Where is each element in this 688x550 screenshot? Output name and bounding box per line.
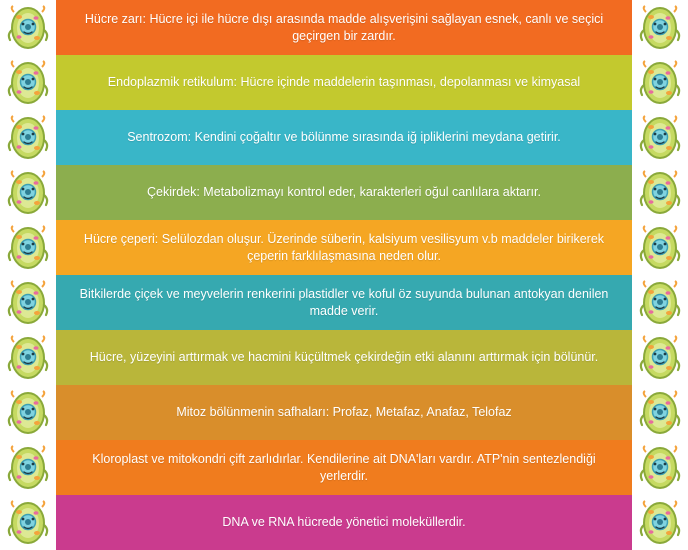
info-row-3 (0, 110, 688, 165)
mascot-left (0, 220, 56, 275)
info-row-5 (0, 220, 688, 275)
info-bar-3 (56, 110, 632, 165)
info-row-2 (0, 55, 688, 110)
info-bar-text-7: Hücre, yüzeyini arttırmak ve hacmini küçültmek çekirdeğin etki alanını arttırmak için bölünür. (89, 350, 599, 365)
cell-character-icon (6, 4, 50, 52)
info-bar-text-10: DNA ve RNA hücrede yönetici moleküllerdir. (222, 515, 466, 530)
cell-character-icon (6, 334, 50, 382)
cell-character-icon (638, 279, 682, 327)
info-bar-9 (56, 440, 632, 495)
cell-character-icon (638, 334, 682, 382)
mascot-right (632, 385, 688, 440)
info-bar-text-1: Hücre zarı: Hücre içi ile hücre dışı arasında madde alışverişini sağlayan esnek, canlı ve seçici geçirgen bir zardır. (84, 12, 604, 43)
mascot-right (632, 55, 688, 110)
cell-character-icon (6, 389, 50, 437)
cell-character-icon (638, 114, 682, 162)
info-row-8 (0, 385, 688, 440)
info-bar-text-8: Mitoz bölünmenin safhaları: Profaz, Metafaz, Anafaz, Telofaz (176, 405, 512, 420)
info-bar-text-6: Bitkilerde çiçek ve meyvelerin renkerini plastidler ve koful öz suyunda bulunan antokyan denilen madde verir. (79, 287, 609, 318)
mascot-left (0, 440, 56, 495)
info-row-1 (0, 0, 688, 55)
cell-character-icon (638, 59, 682, 107)
info-bar-4 (56, 165, 632, 220)
info-bar-5 (56, 220, 632, 275)
mascot-left (0, 55, 56, 110)
info-bar-7 (56, 330, 632, 385)
info-row-10 (0, 495, 688, 550)
mascot-left (0, 0, 56, 55)
info-row-6 (0, 275, 688, 330)
cell-character-icon (6, 499, 50, 547)
info-bar-1 (56, 0, 632, 55)
mascot-left (0, 495, 56, 550)
cell-character-icon (6, 224, 50, 272)
info-row-9 (0, 440, 688, 495)
cell-character-icon (638, 224, 682, 272)
mascot-right (632, 165, 688, 220)
mascot-left (0, 110, 56, 165)
info-bar-text-5: Hücre çeperi: Selülozdan oluşur. Üzerinde süberin, kalsiyum vesilisyum v.b maddeler birikerek çeperin farklılaşmasına neden olur. (83, 232, 605, 263)
mascot-right (632, 330, 688, 385)
info-bar-text-2: Endoplazmik retikulum: Hücre içinde maddelerin taşınması, depolanması ve kimyasal (107, 75, 581, 90)
cell-character-icon (638, 389, 682, 437)
cell-character-icon (6, 169, 50, 217)
cell-character-icon (6, 444, 50, 492)
info-bar-text-3: Sentrozom: Kendini çoğaltır ve bölünme sırasında iğ ipliklerini meydana getirir. (127, 130, 561, 145)
info-bar-6 (56, 275, 632, 330)
cell-character-icon (6, 59, 50, 107)
mascot-right (632, 275, 688, 330)
cell-character-icon (6, 114, 50, 162)
info-bar-text-9: Kloroplast ve mitokondri çift zarlıdırlar. Kendilerine ait DNA'ları vardır. ATP'nin sentezlendiği yerlerdir. (92, 452, 596, 483)
info-bar-text-4: Çekirdek: Metabolizmayı kontrol eder, karakterleri oğul canlılara aktarır. (147, 185, 541, 200)
cell-character-icon (638, 499, 682, 547)
cell-character-icon (638, 4, 682, 52)
info-bar-8 (56, 385, 632, 440)
mascot-left (0, 330, 56, 385)
info-bar-2 (56, 55, 632, 110)
mascot-right (632, 110, 688, 165)
cell-character-icon (638, 169, 682, 217)
mascot-right (632, 495, 688, 550)
cell-character-icon (6, 279, 50, 327)
info-row-4 (0, 165, 688, 220)
mascot-left (0, 165, 56, 220)
mascot-right (632, 220, 688, 275)
mascot-right (632, 440, 688, 495)
cell-character-icon (638, 444, 682, 492)
mascot-right (632, 0, 688, 55)
info-bar-10 (56, 495, 632, 550)
info-row-7 (0, 330, 688, 385)
mascot-left (0, 275, 56, 330)
mascot-left (0, 385, 56, 440)
